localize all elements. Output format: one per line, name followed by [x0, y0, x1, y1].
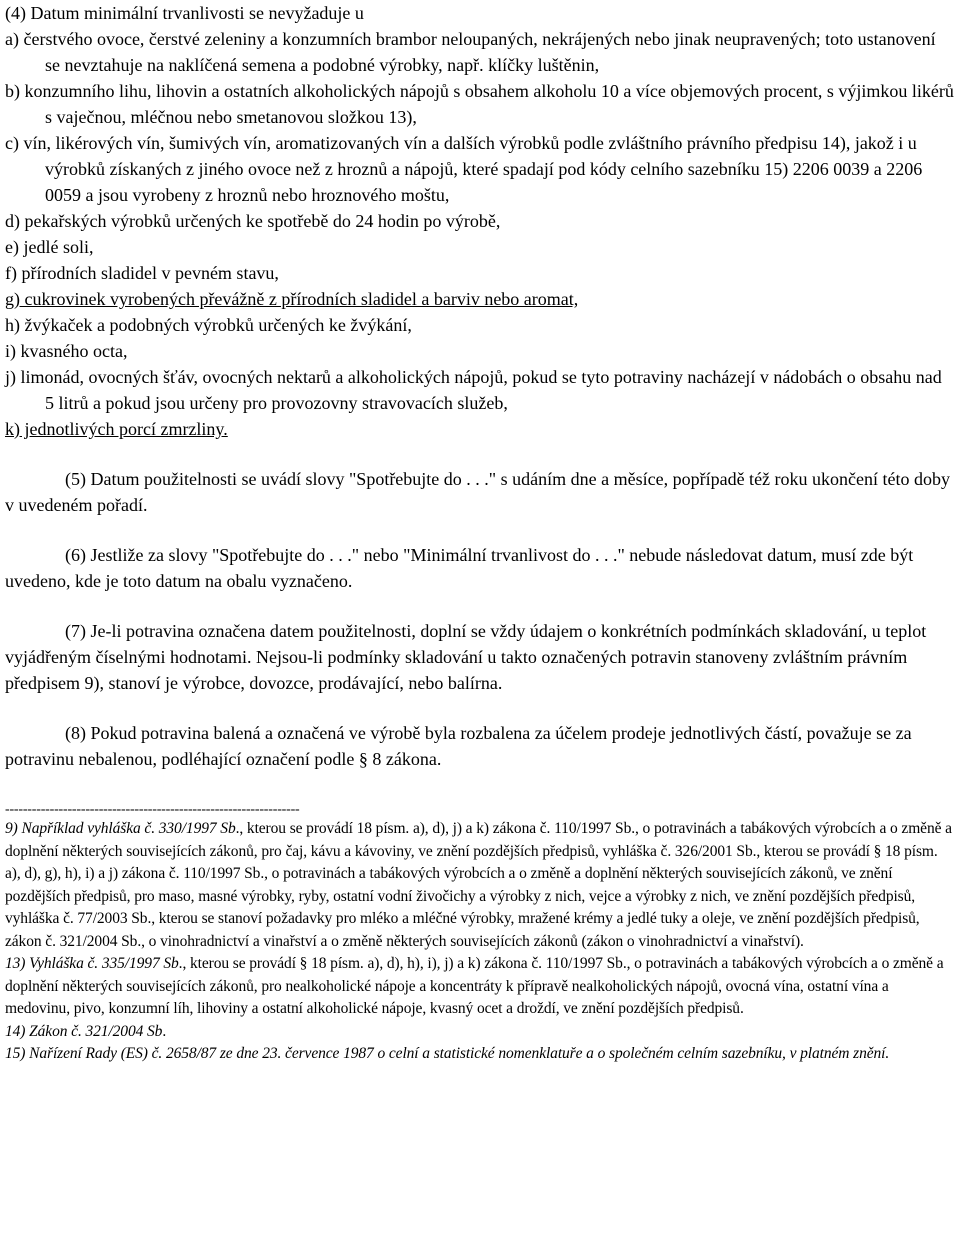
fn-text: 15) Nařízení Rady (ES) č. 2658/87 ze dne 23. července 1987 o celní a statistické nomenklatuře a o společném celním sazebníku, v platném znění.	[5, 1045, 890, 1062]
list-item-e: e) jedlé soli,	[5, 237, 94, 257]
paragraph-5: (5) Datum použitelnosti se uvádí slovy "Spotřebujte do . . ." s udáním dne a měsíce, popřípadě též roku ukončení této doby v uvedeném pořadí.	[5, 469, 951, 515]
footnote-9	[5, 818, 955, 953]
fn-text: 9) Například vyhláška č. 330/1997 Sb	[5, 820, 236, 837]
paragraph-7: (7) Je-li potravina označena datem použitelnosti, doplní se vždy údajem o konkrétních podmínkách skladování, u teplot vyjádřeným číselnými hodnotami. Nejsou-li podmínky skladování u takto označených potravin stanoveny zvláštním právním předpisem 9), stanoví je výrobce, dovozce, prodávající, nebo balírna.	[5, 621, 927, 693]
fn-text: ., kterou se stanoví požadavky pro mléko a mléčné výrobky, mražené krémy a jedlé tuky a oleje, ve znění pozdějších předpisů, zákon č. 321/2004 Sb	[5, 910, 920, 950]
main-text	[5, 0, 955, 772]
list-item-d: d) pekařských výrobků určených ke spotřebě do 24 hodin po výrobě,	[5, 211, 501, 231]
list-item-k	[5, 416, 955, 442]
underlined-amendment: k) jednotlivých porcí zmrzliny.	[5, 419, 228, 439]
footnote-separator: ------------------------------------------------------------------	[5, 802, 300, 817]
fn-text: ., o potravinách a tabákových výrobcích a o změně a doplnění některých souvisejících zákonů, pro nealkoholické nápoje a koncentráty k přípravě nealkoholických nápojů, ovocná vína, ostatní vína a medovinu, pivo, konzumní líh, lihoviny a ostatní alkoholické nápoje, kvasný ocet a droždí, ve znění pozdějších předpisů.	[5, 955, 944, 1017]
fn-text: ., o vinohradnictví a vinařství a o změně některých souvisejících zákonů (zákon o vinohradnictví a vinařství).	[137, 932, 804, 950]
fn-text: ., kterou se provádí § 18 písm. a), d), h), i), j) a k) zákona č. 110/1997 Sb	[178, 955, 623, 972]
document-page	[5, 0, 955, 1066]
list-item-c: c) vín, likérových vín, šumivých vín, aromatizovaných vín a dalších výrobků podle zvláštního právního předpisu 14), jakož i u výrobků získaných z jiného ovoce než z hroznů a nápojů, které spadají pod kódy celního sazebníku 15) 2206 0039 a 2206 0059 a jsou vyrobeny z hroznů nebo hroznového moštu,	[5, 133, 923, 205]
paragraph-8: (8) Pokud potravina balená a označená ve výrobě byla rozbalena za účelem prodeje jednotlivých částí, považuje se za potravinu nebalenou, podléhající označení podle § 8 zákona.	[5, 723, 912, 769]
underlined-amendment: g) cukrovinek vyrobených převážně z přírodních sladidel a barviv nebo aromat,	[5, 289, 579, 309]
list-item-a: a) čerstvého ovoce, čerstvé zeleniny a konzumních brambor neloupaných, nekrájených nebo jinak neupravených; toto ustanovení se nevztahuje na naklíčená semena a podobné výrobky, např. klíčky luštěnin,	[5, 29, 936, 75]
fn-text: ., o potravinách a tabákových výrobcích a o změně a doplnění některých souvisejících zákonů, ve znění pozdějších předpisů, pro maso, masné výrobky, ryby, ostatní vodní živočichy a výrobky z nich, vejce a výrobky z nich, ve znění pozdějších předpisů, vyhláška č. 77/2003 Sb	[5, 865, 916, 927]
fn-text: 14) Zákon č. 321/2004 Sb	[5, 1022, 163, 1040]
list-item-b: b) konzumního lihu, lihovin a ostatních alkoholických nápojů s obsahem alkoholu 10 a více objemových procent, s výjimkou likérů s vaječnou, mléčnou nebo smetanovou složkou 13),	[5, 81, 954, 127]
fn-text: ., o potravinách a tabákových výrobcích a o změně a doplnění některých souvisejících zákonů, pro čaj, kávu a kávoviny, ve znění pozdějších předpisů, vyhláška č. 326/2001 Sb	[5, 820, 952, 860]
footnote-15	[5, 1043, 955, 1066]
section-heading: (4) Datum minimální trvanlivosti se nevyžaduje u	[5, 3, 364, 23]
list-item-h: h) žvýkaček a podobných výrobků určených ke žvýkání,	[5, 315, 412, 335]
fn-text: ., kterou se provádí 18 písm. a), d), j) a k) zákona č. 110/1997 Sb	[235, 820, 632, 837]
paragraph-6: (6) Jestliže za slovy "Spotřebujte do . . ." nebo "Minimální trvanlivost do . . ." nebude následovat datum, musí zde být uvedeno, kde je toto datum na obalu vyznačeno.	[5, 545, 914, 591]
footnote-13	[5, 953, 955, 1021]
fn-text: 13) Vyhláška č. 335/1997 Sb	[5, 955, 179, 972]
list-item-j: j) limonád, ovocných šťáv, ovocných nektarů a alkoholických nápojů, pokud se tyto potraviny nacházejí v nádobách o obsahu nad 5 litrů a pokud jsou určeny pro provozovny stravovacích služeb,	[5, 367, 942, 413]
list-item-g	[5, 286, 955, 312]
list-item-f: f) přírodních sladidel v pevném stavu,	[5, 263, 279, 283]
fn-text: .	[162, 1022, 167, 1040]
fn-text: ., kterou se provádí § 18 písm. a), d), g), h), i) a j) zákona č. 110/1997 Sb	[5, 842, 938, 882]
footnotes	[5, 818, 955, 1066]
list-item-i: i) kvasného octa,	[5, 341, 128, 361]
footnote-14	[5, 1021, 955, 1044]
